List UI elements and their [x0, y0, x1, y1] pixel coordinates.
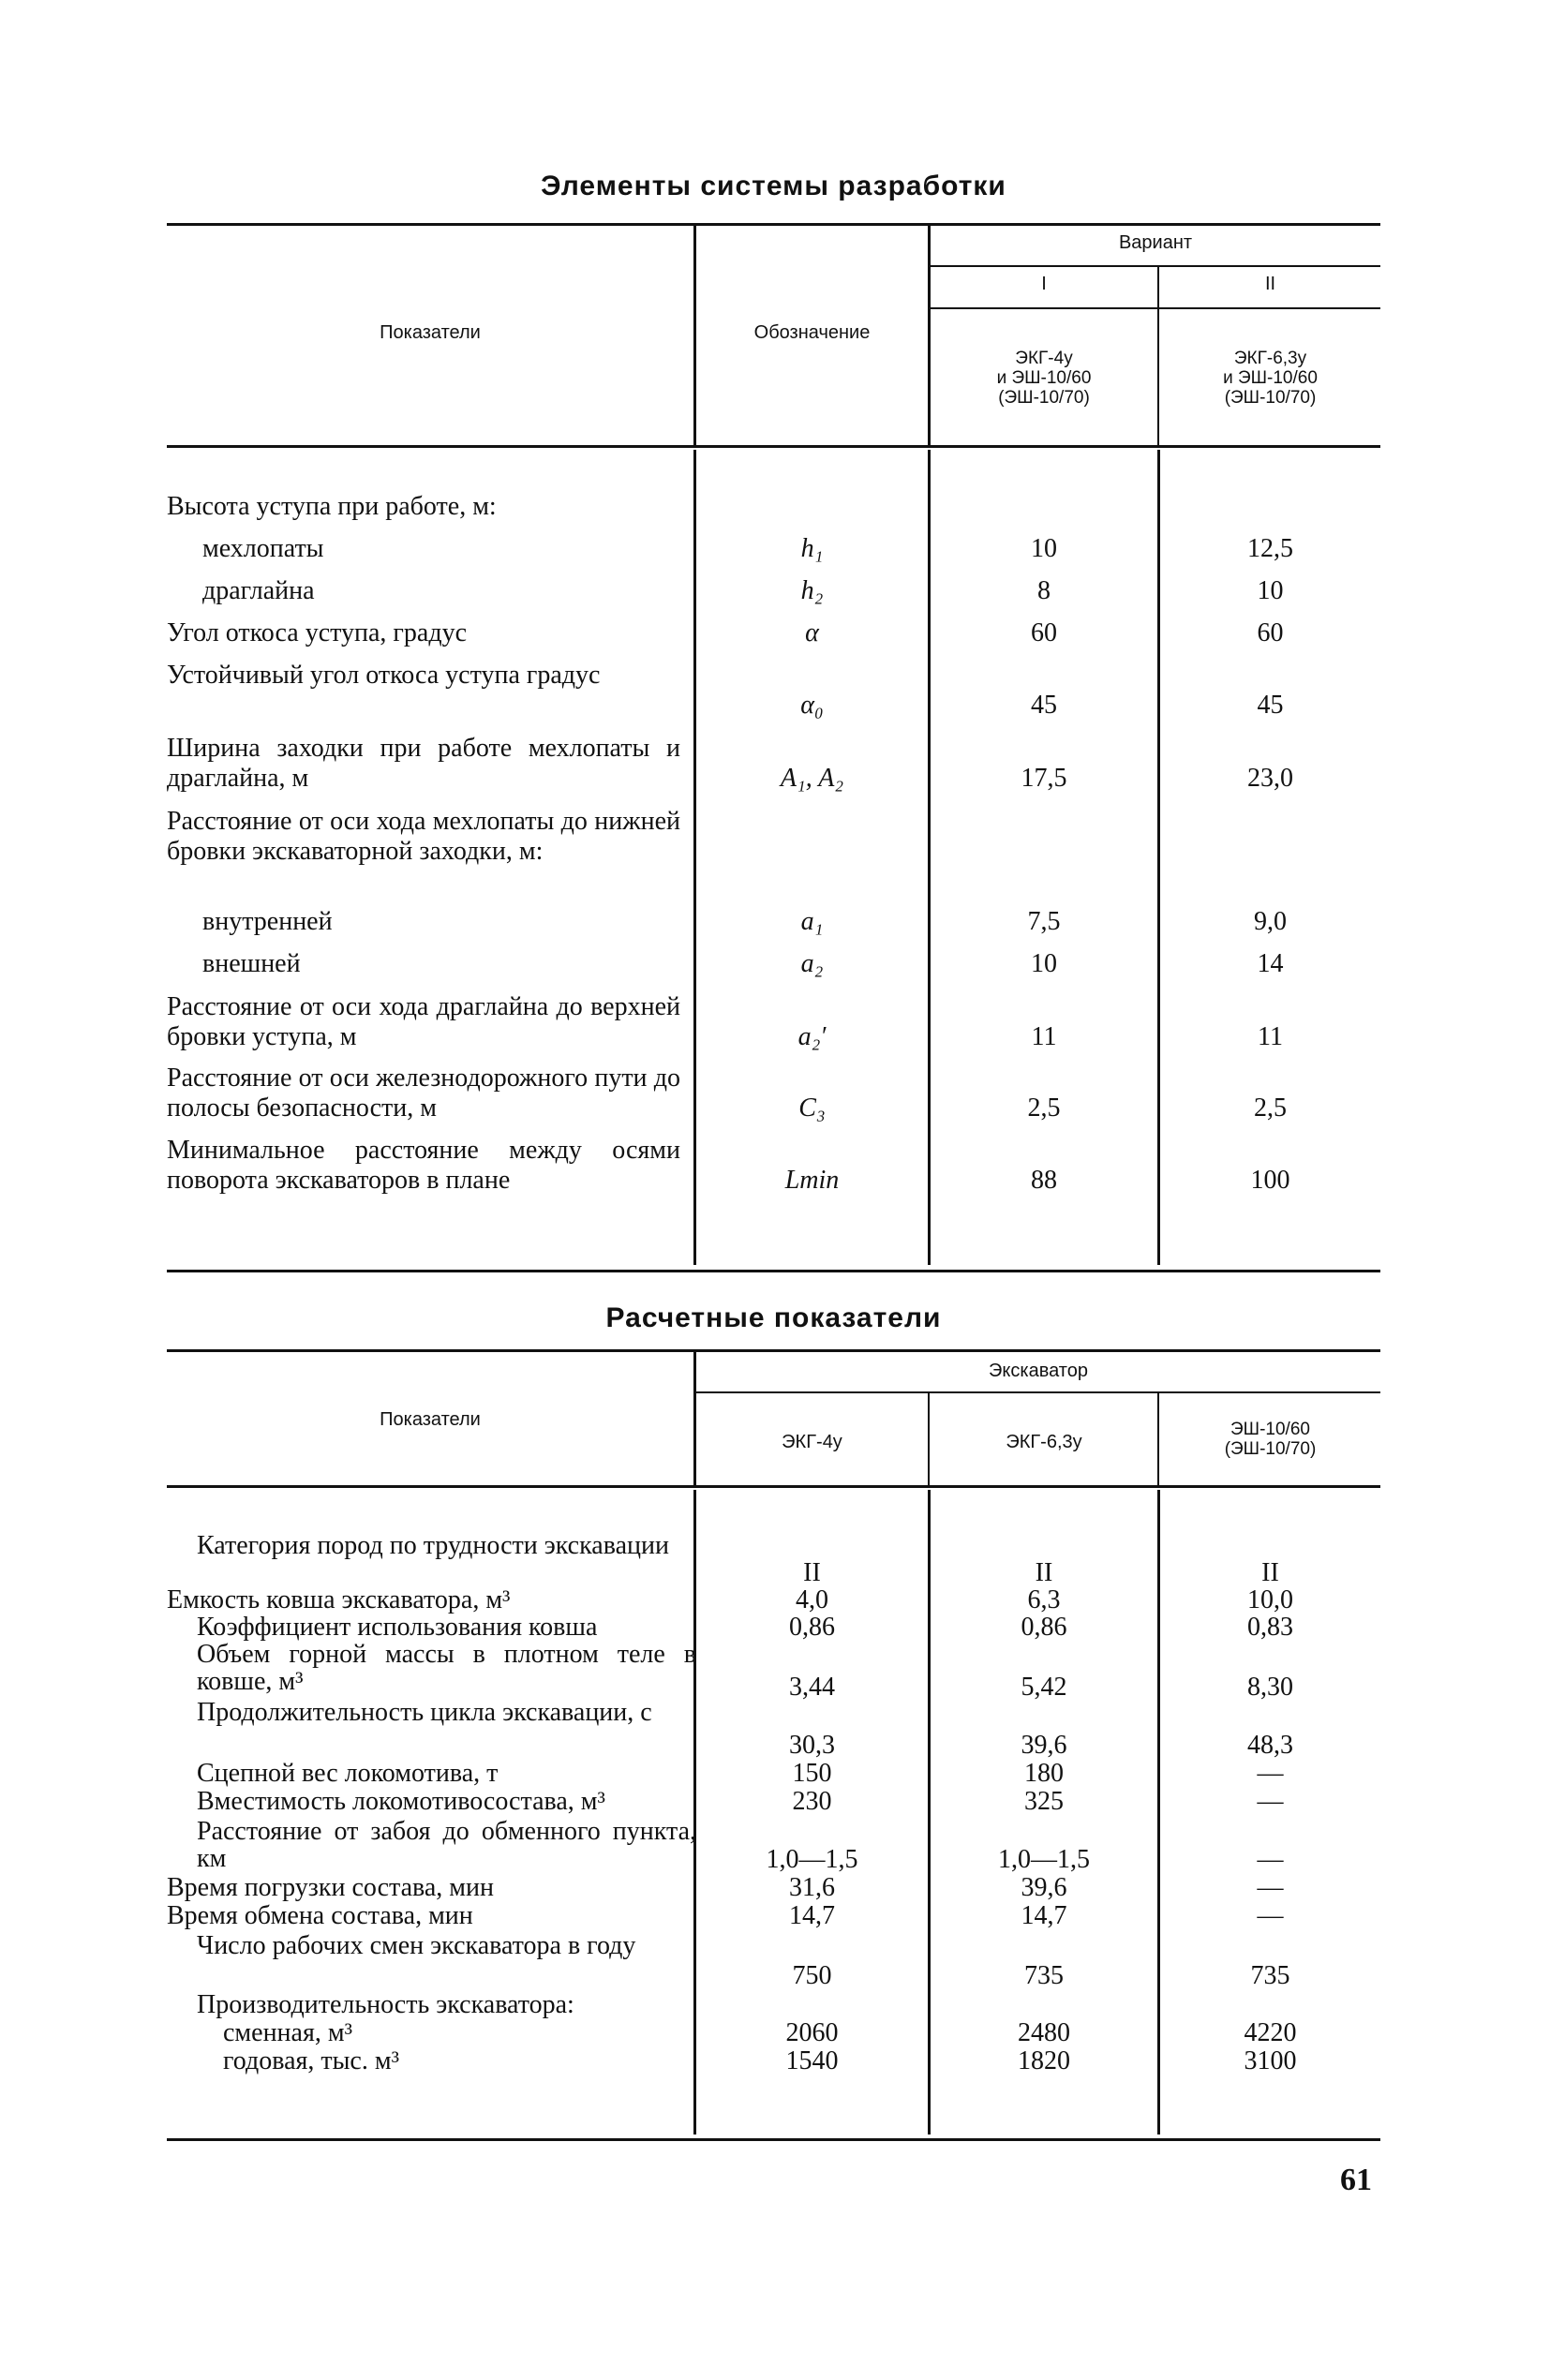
table1-variant-sub-rule: [928, 307, 1380, 309]
table1-row-label: Расстояние от оси хода драглайна до верхней бровки уступа, м: [167, 992, 680, 1051]
table2-row-value-2: 6,3: [1027, 1585, 1061, 1614]
table2-row-value-1: 0,86: [789, 1613, 835, 1642]
table1-row-symbol: h₂: [800, 576, 824, 605]
table2-row-value-2: 1,0—1,5: [998, 1845, 1090, 1874]
table2-row-value-1: 4,0: [796, 1585, 828, 1614]
table1-title: Элементы системы разработки: [541, 171, 1006, 201]
table1-row-value-I: 10: [1031, 949, 1057, 978]
table1-row-label: Высота уступа при работе, м:: [167, 492, 497, 521]
table1-row-symbol: C₃: [798, 1093, 826, 1123]
table2-row-value-3: 10,0: [1247, 1585, 1293, 1614]
table1-row-label: Ширина заходки при работе мехлопаты и драглайна, м: [167, 734, 680, 793]
table1-row-label: Расстояние от оси железнодорожного пути до полосы безопасности, м: [167, 1064, 680, 1123]
table2-row-value-3: 735: [1250, 1961, 1290, 1990]
table2-row-value-2: 0,86: [1021, 1613, 1067, 1642]
table2-row-label: Расстояние от забоя до обменного пункта, км: [197, 1817, 696, 1873]
equipment-line: и ЭШ-10/60: [996, 368, 1092, 388]
table1-row-value-II: 11: [1258, 1022, 1283, 1051]
table1-row-label: Угол откоса уступа, градус: [167, 618, 467, 647]
table2-header-indicator: Показатели: [380, 1409, 481, 1430]
table1-row-value-II: 100: [1250, 1166, 1290, 1195]
table1-row-label: мехлопаты: [202, 534, 324, 563]
table1-bottom-rule: [167, 1270, 1380, 1272]
table2-row-label: Продолжительность цикла экскавации, с: [197, 1698, 652, 1727]
table2-row-label: сменная, м³: [223, 2018, 352, 2047]
table2-row-value-2: 39,6: [1021, 1731, 1067, 1760]
table1-row-value-II: 9,0: [1254, 907, 1287, 936]
table2-row-value-3: —: [1257, 1845, 1284, 1874]
table1-row-label: Минимальное расстояние между осями поворота экскаваторов в плане: [167, 1136, 680, 1195]
table2-row-label: Сцепной вес локомотива, т: [197, 1759, 499, 1788]
table1-row-label: внутренней: [202, 907, 333, 936]
table1-body-sep-1: [693, 450, 696, 1265]
table2-header-excavator: Экскаватор: [989, 1361, 1088, 1381]
table2-header-rule: [167, 1485, 1380, 1488]
table1-row-symbol: α₀: [800, 691, 824, 720]
table1-row-value-I: 10: [1031, 534, 1057, 563]
table1-row-value-II: 60: [1257, 618, 1284, 647]
table1-header-variant-II: II: [1264, 274, 1276, 294]
table1-row-value-I: 11: [1031, 1022, 1057, 1051]
table2-header-sep-2: [928, 1391, 930, 1485]
table1-row-value-II: 12,5: [1247, 534, 1293, 563]
table2-row-label: Емкость ковша экскаватора, м³: [167, 1585, 511, 1614]
equipment-line: и ЭШ-10/60: [1223, 368, 1318, 388]
table2-row-value-1: 750: [792, 1961, 832, 1990]
table2-row-value-1: 14,7: [789, 1901, 835, 1930]
table1-row-value-I: 8: [1037, 576, 1051, 605]
table1-row-value-II: 2,5: [1254, 1093, 1287, 1123]
table1-row-value-I: 17,5: [1021, 764, 1067, 793]
table1-header-designation: Обозначение: [753, 322, 871, 343]
table2-row-value-1: 1,0—1,5: [766, 1845, 858, 1874]
table2-row-value-2: 2480: [1018, 2018, 1070, 2047]
table2-row-value-3: —: [1257, 1787, 1284, 1816]
table1-row-value-II: 10: [1257, 576, 1284, 605]
table1-row-symbol: Lmin: [784, 1166, 840, 1195]
table2-row-value-1: 30,3: [789, 1731, 835, 1760]
table2-top-rule: [167, 1349, 1380, 1352]
table2-row-value-1: 1540: [785, 2046, 839, 2075]
table1-row-value-I: 60: [1031, 618, 1057, 647]
table2-row-label: годовая, тыс. м³: [223, 2046, 399, 2075]
table2-row-label: Число рабочих смен экскаватора в году: [197, 1931, 636, 1960]
table1-row-value-II: 45: [1257, 691, 1284, 720]
table2-row-label: Коэффициент использования ковша: [197, 1613, 598, 1642]
table1-row-value-I: 88: [1031, 1166, 1057, 1195]
table2-header-col2: ЭКГ-6,3у: [1006, 1432, 1082, 1452]
table1-row-label: драглайна: [202, 576, 315, 605]
table2-row-label: Производительность экскаватора:: [197, 1990, 574, 2019]
table2-row-value-3: 8,30: [1247, 1673, 1293, 1702]
table1-row-symbol: a₁: [800, 907, 824, 936]
table1-header-indicator: Показатели: [380, 322, 481, 343]
table2-row-label: Объем горной массы в плотном теле в ковше, м³: [197, 1640, 696, 1696]
table1-row-symbol: a₂: [800, 949, 824, 978]
table1-row-symbol: a₂′: [797, 1022, 827, 1051]
table2-row-value-3: —: [1257, 1873, 1284, 1902]
table2-row-value-3: 3100: [1244, 2046, 1297, 2075]
table2-header-col1: ЭКГ-4у: [782, 1432, 842, 1452]
table2-row-value-2: 325: [1024, 1787, 1064, 1816]
table2-excavator-rule: [693, 1391, 1380, 1393]
table1-row-label: Расстояние от оси хода мехлопаты до нижней бровки экскаваторной заходки, м:: [167, 807, 680, 866]
table1-header-col-I-equipment: [931, 349, 1157, 408]
table2-row-value-2: 39,6: [1021, 1873, 1067, 1902]
table2-header-col3: [1160, 1420, 1380, 1459]
page-number: 61: [1340, 2163, 1372, 2197]
equipment-line: (ЭШ-10/70): [1224, 1439, 1317, 1459]
table2-row-label: Время погрузки состава, мин: [167, 1873, 494, 1902]
table2-row-label: Вместимость локомотивосостава, м³: [197, 1787, 605, 1816]
table1-row-label: внешней: [202, 949, 301, 978]
table2-row-value-2: 1820: [1018, 2046, 1070, 2075]
table2-row-value-3: 4220: [1244, 2018, 1297, 2047]
table2-row-value-2: 180: [1024, 1759, 1064, 1788]
table2-row-label: Категория пород по трудности экскавации: [197, 1531, 669, 1560]
table1-row-value-II: 14: [1257, 949, 1284, 978]
table2-row-value-3: 48,3: [1247, 1731, 1293, 1760]
table2-row-value-2: 5,42: [1021, 1673, 1067, 1702]
table2-row-value-2: II: [1035, 1558, 1053, 1587]
table1-row-symbol: h₁: [800, 534, 824, 563]
table2-row-value-3: —: [1257, 1901, 1284, 1930]
equipment-line: (ЭШ-10/70): [998, 388, 1090, 408]
table2-row-value-1: 150: [792, 1759, 832, 1788]
table1-variant-rule: [928, 265, 1380, 267]
table2-row-value-2: 14,7: [1021, 1901, 1067, 1930]
table2-row-value-3: 0,83: [1247, 1613, 1293, 1642]
table2-row-label: Время обмена состава, мин: [167, 1901, 473, 1930]
table1-header-rule: [167, 445, 1380, 448]
table2-row-value-1: II: [803, 1558, 821, 1587]
table1-row-label: Устойчивый угол откоса уступа градус: [167, 661, 601, 690]
table1-header-variant: Вариант: [1118, 232, 1193, 253]
table1-header-col-II-equipment: [1160, 349, 1380, 408]
table2-row-value-1: 3,44: [789, 1673, 835, 1702]
table1-body-sep-3: [1157, 450, 1160, 1265]
table2-row-value-1: 2060: [785, 2018, 839, 2047]
table2-title: Расчетные показатели: [605, 1302, 942, 1333]
table1-header-sep-2: [928, 223, 931, 445]
table2-row-value-1: 31,6: [789, 1873, 835, 1902]
table2-row-value-1: 230: [792, 1787, 832, 1816]
table2-row-value-3: II: [1261, 1558, 1279, 1587]
table2-row-value-3: —: [1257, 1759, 1284, 1788]
table2-header-sep-3: [1157, 1391, 1159, 1485]
table1-row-value-II: 23,0: [1247, 764, 1293, 793]
table2-bottom-rule: [167, 2138, 1380, 2141]
equipment-line: ЭКГ-4у: [1015, 349, 1073, 368]
equipment-line: (ЭШ-10/70): [1224, 388, 1317, 408]
table1-row-value-I: 7,5: [1027, 907, 1061, 936]
table1-header-sep-3: [1157, 265, 1159, 445]
equipment-line: ЭШ-10/60: [1230, 1420, 1310, 1439]
table1-row-symbol: α: [805, 618, 819, 647]
table1-row-value-I: 45: [1031, 691, 1057, 720]
equipment-line: ЭКГ-6,3у: [1233, 349, 1307, 368]
table1-body-sep-2: [928, 450, 931, 1265]
table2-row-value-2: 735: [1024, 1961, 1064, 1990]
table1-top-rule: [167, 223, 1380, 226]
table1-header-variant-I: I: [1041, 274, 1047, 294]
table1-row-symbol: A₁, A₂: [780, 764, 844, 793]
table1-row-value-I: 2,5: [1027, 1093, 1061, 1123]
